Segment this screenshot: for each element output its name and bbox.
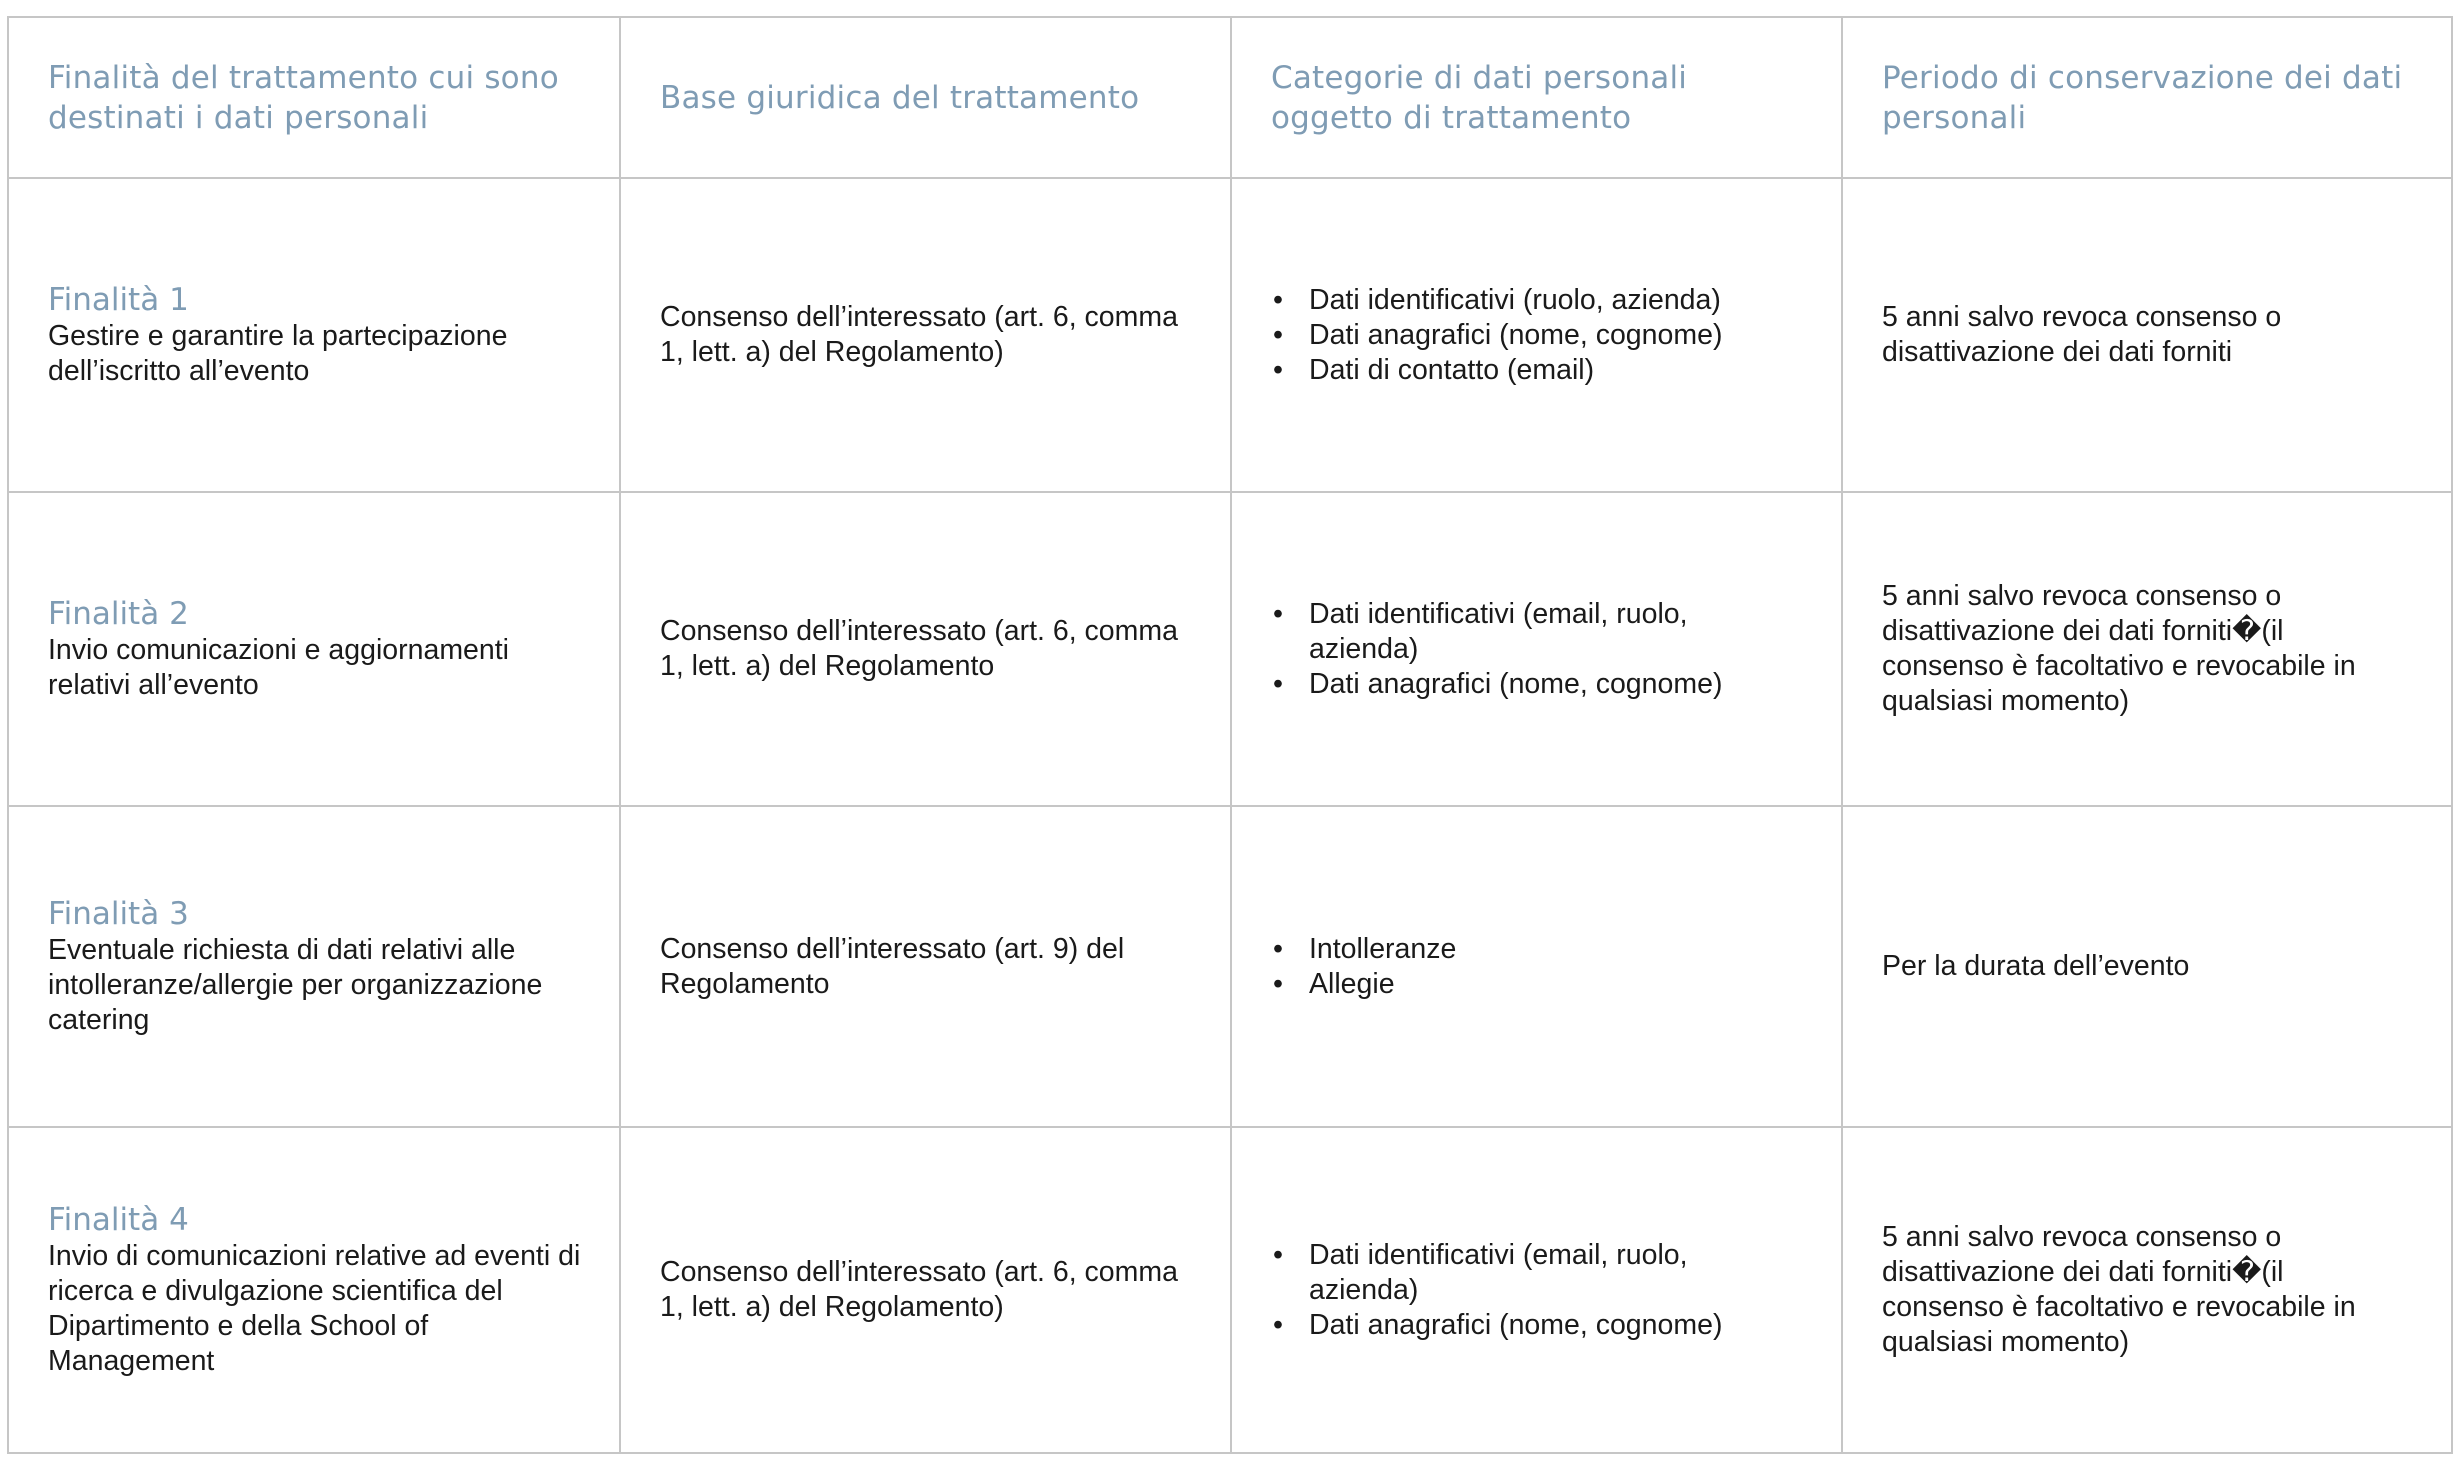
data-categories-list xyxy=(1271,1238,1803,1343)
header-legal-basis: Base giuridica del trattamento xyxy=(620,17,1231,178)
data-categories-cell xyxy=(1231,1127,1842,1453)
header-retention-period: Periodo di conservazione dei dati personali xyxy=(1842,17,2452,178)
data-categories-cell xyxy=(1231,492,1842,806)
table-row xyxy=(8,806,2452,1127)
list-item: • Dati anagrafici (nome, cognome) xyxy=(1273,667,1723,700)
list-item: • Dati anagrafici (nome, cognome) xyxy=(1273,1308,1723,1341)
retention-cell: 5 anni salvo revoca consenso o disattivazione dei dati forniti�(il consenso è facoltativo e revocabile in qualsiasi momento) xyxy=(1842,1127,2452,1453)
data-categories-cell xyxy=(1231,178,1842,492)
list-item: • Allegie xyxy=(1273,967,1395,1000)
bullet-icon: • xyxy=(1273,597,1283,630)
bullet-icon: • xyxy=(1273,1238,1283,1271)
purpose-description: Invio comunicazioni e aggiornamenti relativi all’evento xyxy=(48,634,510,701)
purpose-cell xyxy=(8,1127,620,1453)
purpose-description: Eventuale richiesta di dati relativi alle intolleranze/allergie per organizzazione catering xyxy=(48,934,543,1036)
bullet-icon: • xyxy=(1273,318,1283,351)
data-categories-cell xyxy=(1231,806,1842,1127)
bullet-icon: • xyxy=(1273,932,1283,965)
table-row xyxy=(8,178,2452,492)
purpose-cell xyxy=(8,492,620,806)
legal-basis-cell: Consenso dell’interessato (art. 6, comma 1, lett. a) del Regolamento) xyxy=(620,178,1231,492)
purpose-description: Gestire e garantire la partecipazione dell’iscritto all’evento xyxy=(48,320,508,387)
bullet-icon: • xyxy=(1273,1308,1283,1341)
header-data-categories: Categorie di dati personali oggetto di trattamento xyxy=(1231,17,1842,178)
list-item: • Dati identificativi (email, ruolo, azienda) xyxy=(1273,1238,1688,1306)
table-header-row xyxy=(8,17,2452,178)
purpose-cell xyxy=(8,178,620,492)
privacy-table xyxy=(7,16,2453,1454)
purpose-cell xyxy=(8,806,620,1127)
retention-cell: 5 anni salvo revoca consenso o disattivazione dei dati forniti xyxy=(1842,178,2452,492)
bullet-icon: • xyxy=(1273,967,1283,1000)
bullet-icon: • xyxy=(1273,283,1283,316)
data-categories-list xyxy=(1271,597,1803,702)
bullet-icon: • xyxy=(1273,353,1283,386)
header-purpose: Finalità del trattamento cui sono destinati i dati personali xyxy=(8,17,620,178)
table-row xyxy=(8,492,2452,806)
purpose-title: Finalità 4 xyxy=(48,1202,189,1238)
purpose-description: Invio di comunicazioni relative ad eventi di ricerca e divulgazione scientifica del Dipartimento e della School of Management xyxy=(48,1240,581,1377)
list-item: • Dati identificativi (ruolo, azienda) xyxy=(1273,283,1721,316)
legal-basis-cell: Consenso dell’interessato (art. 9) del Regolamento xyxy=(620,806,1231,1127)
list-item: • Intolleranze xyxy=(1273,932,1457,965)
retention-cell: Per la durata dell’evento xyxy=(1842,806,2452,1127)
list-item: • Dati di contatto (email) xyxy=(1273,353,1595,386)
retention-cell: 5 anni salvo revoca consenso o disattivazione dei dati forniti�(il consenso è facoltativo e revocabile in qualsiasi momento) xyxy=(1842,492,2452,806)
legal-basis-cell: Consenso dell’interessato (art. 6, comma 1, lett. a) del Regolamento xyxy=(620,492,1231,806)
table-row xyxy=(8,1127,2452,1453)
purpose-title: Finalità 2 xyxy=(48,596,189,632)
list-item: • Dati anagrafici (nome, cognome) xyxy=(1273,318,1723,351)
data-categories-list xyxy=(1271,283,1803,388)
bullet-icon: • xyxy=(1273,667,1283,700)
purpose-title: Finalità 3 xyxy=(48,896,189,932)
legal-basis-cell: Consenso dell’interessato (art. 6, comma 1, lett. a) del Regolamento) xyxy=(620,1127,1231,1453)
list-item: • Dati identificativi (email, ruolo, azienda) xyxy=(1273,597,1688,665)
data-categories-list xyxy=(1271,932,1803,1002)
purpose-title: Finalità 1 xyxy=(48,282,189,318)
